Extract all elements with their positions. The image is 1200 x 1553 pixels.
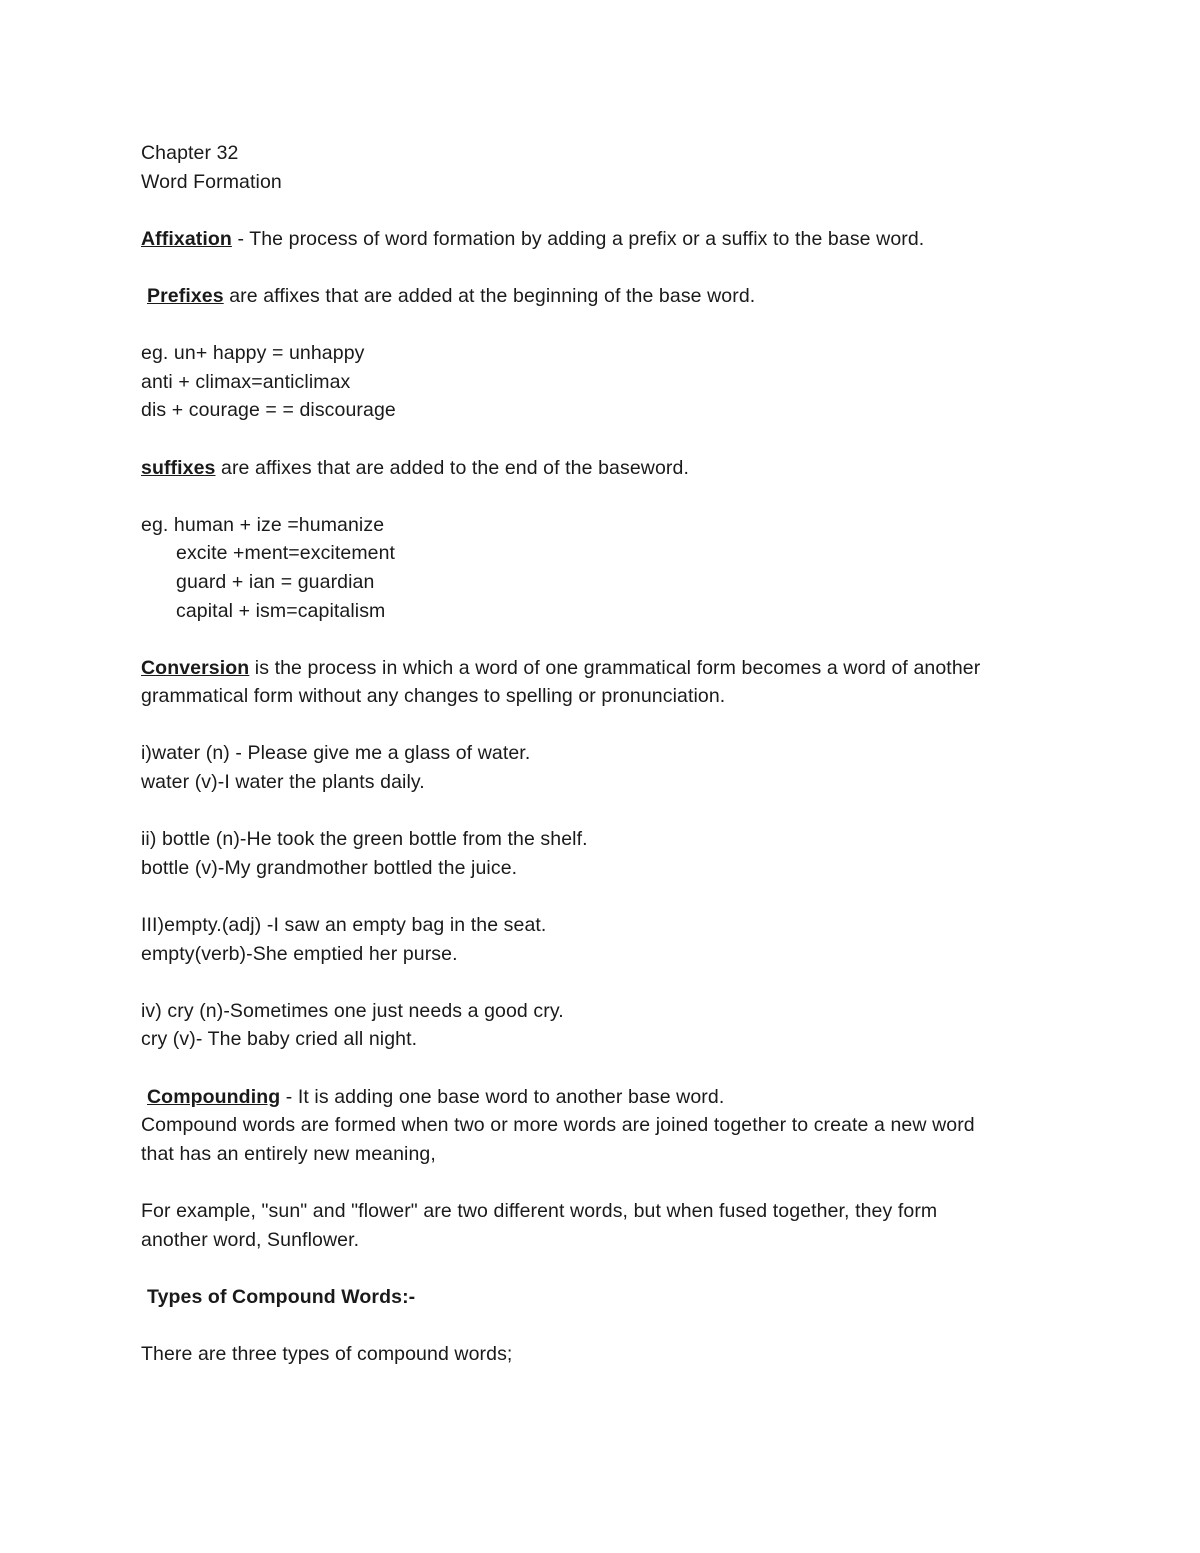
spacer [141,711,1081,740]
prefixes-text: are affixes that are added at the beginning of the base word. [223,284,756,307]
conversion-definition [141,654,1081,683]
spacer [141,1254,1081,1283]
prefixes-definition [141,282,1081,311]
suffix-example: guard + ian = guardian [176,570,375,593]
suffixes-text: are affixes that are added to the end of the baseword. [215,456,689,479]
chapter-number: Chapter 32 [141,142,239,164]
prefix-example: eg. un+ happy = unhappy [141,342,365,365]
conversion-example-noun: iv) cry (n)-Sometimes one just needs a good cry. [141,999,564,1022]
suffix-example: capital + ism=capitalism [176,599,386,622]
spacer [141,625,1081,654]
conversion-example-verb: water (v)-I water the plants daily. [141,771,425,794]
suffix-example: excite +ment=excitement [176,542,396,565]
compounding-text: - It is adding one base word to another base word. [280,1085,725,1108]
types-intro: There are three types of compound words; [141,1342,513,1365]
conversion-example-verb: bottle (v)-My grandmother bottled the juice. [141,856,518,879]
spacer [141,797,1081,826]
affixation-term: Affixation [141,227,232,250]
spacer [141,253,1081,282]
prefix-example: anti + climax=anticlimax [141,370,351,393]
prefix-example: dis + courage = = discourage [141,399,396,422]
compounding-definition [141,1083,1081,1112]
spacer [141,882,1081,911]
conversion-example-adj: III)empty.(adj) -I saw an empty bag in the seat. [141,914,547,937]
document-page [141,139,1081,1369]
suffixes-term: suffixes [141,456,216,479]
compounding-example-cont: another word, Sunflower. [141,1228,360,1251]
conversion-term: Conversion [141,656,250,679]
spacer [141,1168,1081,1197]
conversion-definition-cont: grammatical form without any changes to spelling or pronunciation. [141,685,726,708]
suffix-example: eg. human + ize =humanize [141,513,385,536]
compounding-description: Compound words are formed when two or more words are joined together to create a new word [141,1114,975,1137]
spacer [141,425,1081,454]
spacer [141,311,1081,340]
compounding-example: For example, "sun" and "flower" are two different words, but when fused together, they form [141,1199,938,1222]
spacer [141,968,1081,997]
affixation-text: - The process of word formation by adding a prefix or a suffix to the base word. [231,227,925,250]
affixation-definition [141,225,1081,254]
spacer [141,1311,1081,1340]
conversion-example-verb: cry (v)- The baby cried all night. [141,1028,418,1051]
compounding-description-cont: that has an entirely new meaning, [141,1142,436,1165]
spacer [141,482,1081,511]
prefixes-term: Prefixes [147,284,224,307]
conversion-example-noun: ii) bottle (n)-He took the green bottle from the shelf. [141,828,588,851]
types-heading: Types of Compound Words:- [147,1285,416,1308]
compounding-term: Compounding [147,1085,281,1108]
conversion-text: is the process in which a word of one grammatical form becomes a word of another [249,656,981,679]
spacer [141,1054,1081,1083]
conversion-example-noun: i)water (n) - Please give me a glass of water. [141,742,531,765]
conversion-example-verb: empty(verb)-She emptied her purse. [141,942,458,965]
suffixes-definition [141,454,1081,483]
chapter-title: Word Formation [141,170,282,193]
spacer [141,196,1081,225]
